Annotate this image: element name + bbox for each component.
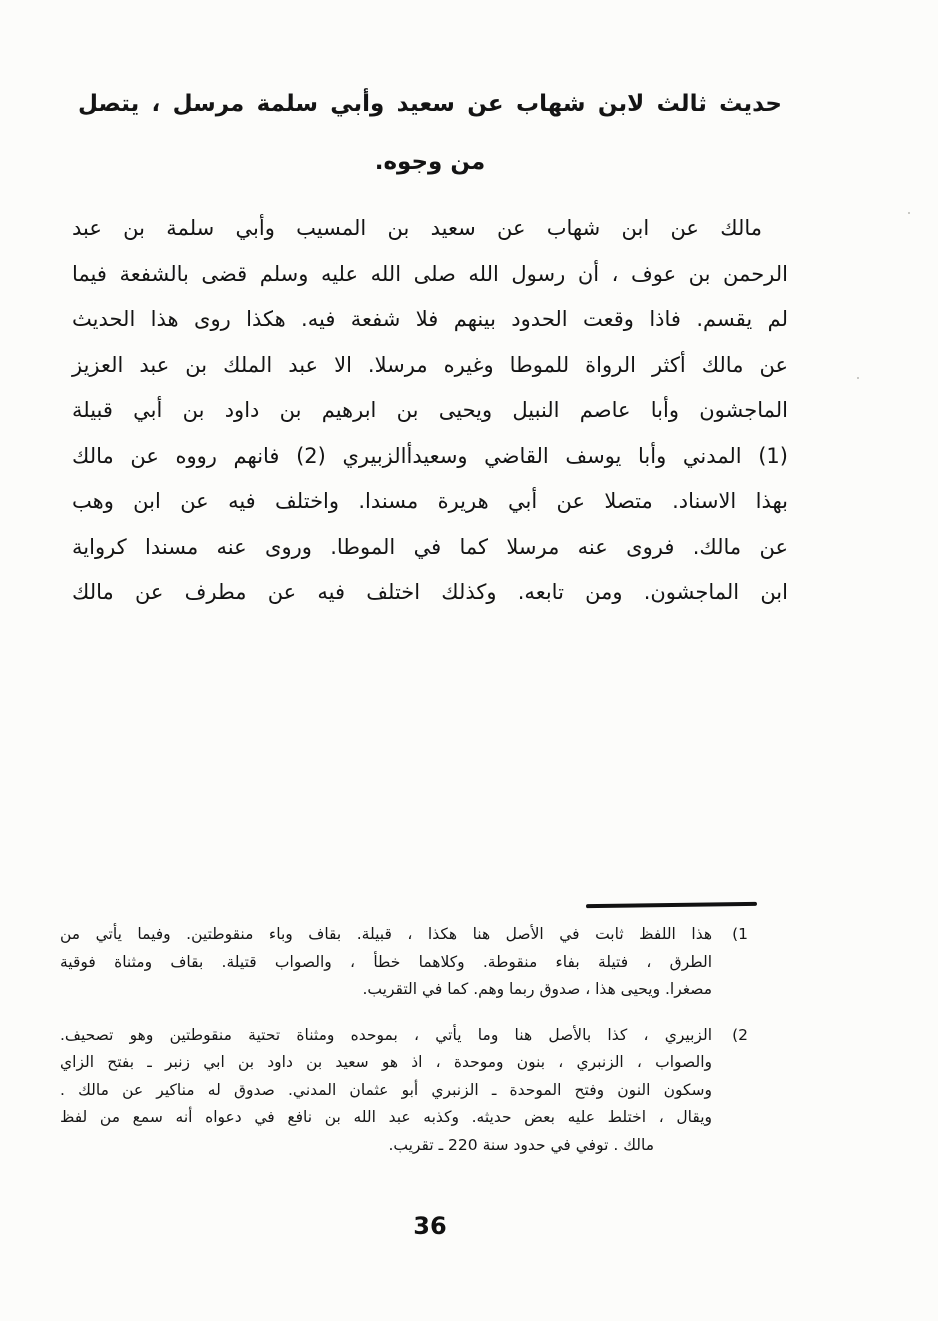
- body-line: (1) المدني وأبا يوسف القاضي وسعيدأالزبيري (2) فانهم رووه عن مالك: [72, 443, 788, 468]
- footnote-line: الزبيري ، كذا بالأصل هنا وما يأتي ، بموحده ومثناة تحتية منقوطتين وهو تصحيف.: [60, 1025, 712, 1044]
- body-line: مالك عن ابن شهاب عن سعيد بن المسيب وأبي سلمة بن عبد: [72, 216, 762, 240]
- footnote-line: مالك . توفي في حدود سنة 220 ـ تقريب.: [388, 1135, 654, 1154]
- heading-line-2: من وجوه.: [374, 149, 486, 175]
- footnote-1: [60, 921, 748, 1004]
- body-line: لم يقسم. فاذا وقعت الحدود بينهم فلا شفعة فيه. هكذا روى هذا الحديث: [72, 307, 788, 331]
- scan-speckle: [908, 212, 910, 214]
- chapter-heading: [72, 84, 788, 180]
- scan-speckle: [857, 377, 859, 379]
- footnote-line: هذا اللفظ ثابت في الأصل هنا هكذا ، قبيلة. بقاف وباء منقوطتين. وفيما يأتي من: [60, 925, 712, 943]
- footnote-line: مصغرا. ويحيى هذا ، صدوق ربما وهم. كما في التقريب.: [362, 980, 712, 998]
- body-paragraph: [72, 206, 788, 616]
- body-line: عن مالك أكثر الرواة للموطا وغيره مرسلا. الا عبد الملك بن عبد العزيز: [72, 352, 788, 377]
- footnote-2-number: 2): [732, 1025, 748, 1044]
- footnote-separator-rule: [586, 902, 757, 908]
- footnote-line: الطرق ، فتيلة بفاء منقوطة. وكلاهما خطأ ، والصواب قتيلة. بقاف ومثناة فوقية: [60, 952, 712, 971]
- footnote-line: والصواب ، الزنبري ، بنون وموحدة ، اذ هو سعيد بن داود بن ابي زنبر ـ بفتح الزاي: [60, 1053, 712, 1071]
- footnote-line: وسكون النون وفتح الموحدة ـ الزنبري أبو عثمان المدني. صدوق له مناكير عن مالك .: [60, 1080, 712, 1099]
- footnote-1-number: 1): [732, 925, 748, 943]
- footnotes-section: [60, 921, 748, 1159]
- footnote-1-text: [60, 921, 712, 1004]
- body-line: الماجشون وأبا عاصم النبيل ويحيى بن ابرهيم بن داود بن أبي قبيلة: [72, 398, 788, 422]
- body-line: ابن الماجشون. ومن تابعه. وكذلك اختلف فيه عن مطرف عن مالك: [72, 580, 788, 604]
- body-line: بهذا الاسناد. متصلا عن أبي هريرة مسندا. واختلف فيه عن ابن وهب: [72, 489, 788, 513]
- footnote-2-text: [60, 1022, 712, 1160]
- body-line: الرحمن بن عوف ، أن رسول الله صلى الله عليه وسلم قضى بالشفعة فيما: [72, 261, 788, 286]
- text-block: [72, 0, 788, 616]
- body-line: عن مالك. فروى عنه مرسلا كما في الموطا. وروى عنه مسندا كرواية: [72, 534, 788, 559]
- heading-line-1: حديث ثالث لابن شهاب عن سعيد وأبي سلمة مرسل ، يتصل: [78, 91, 782, 117]
- page-number: 36: [413, 1212, 447, 1240]
- footnote-2: [60, 1022, 748, 1160]
- footnote-line: ويقال ، اختلط عليه بعض حديثه. وكذبه عبد الله بن نافع في دعواه أنه سمع من لفظ: [60, 1108, 712, 1126]
